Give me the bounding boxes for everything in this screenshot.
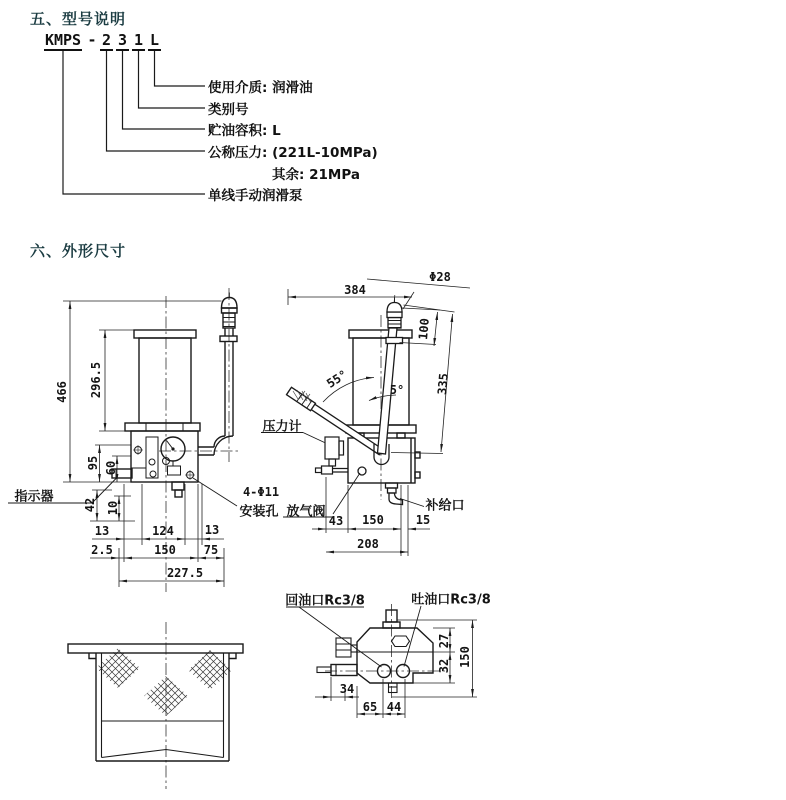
label-pressure-gauge: 压力计: [262, 419, 302, 435]
model-code-digit-3: 1: [133, 31, 144, 49]
model-code-digit-2: 3: [117, 31, 128, 49]
callout-pressure: 公称压力: (221L-10MPa): [208, 145, 378, 161]
reservoir-body: [139, 338, 191, 423]
dim-44: 44: [386, 700, 402, 714]
dim-296-5: 296.5: [89, 361, 103, 399]
model-code-prefix: KMPS: [44, 31, 82, 49]
label-return-port: 回油口Rc3/8: [285, 593, 365, 609]
model-code-dash: -: [87, 31, 97, 49]
pressure-gauge-part: [316, 437, 349, 474]
label-outlet-port: 吐油口Rc3/8: [411, 592, 491, 608]
dim-34: 34: [339, 682, 355, 696]
label-vent-valve: 放气阀: [286, 504, 326, 520]
section-title-dims: 六、外形尺寸: [30, 242, 127, 260]
dim-95: 95: [86, 455, 100, 471]
dim-32: 32: [437, 658, 451, 674]
callout-medium: 使用介质: 润滑油: [208, 80, 313, 96]
dim-208: 208: [357, 537, 379, 551]
dim-227-5: 227.5: [166, 566, 204, 580]
dim-150-front: 150: [154, 543, 176, 557]
model-connector-lines: [63, 49, 205, 194]
dim-43: 43: [328, 514, 344, 528]
callout-category: 类别号: [208, 102, 249, 118]
dim-10: 10: [106, 500, 120, 516]
handle-knob: [387, 303, 402, 313]
dim-2-5: 2.5: [91, 543, 113, 557]
return-port-leader: [286, 607, 382, 667]
model-code-digit-4: L: [149, 31, 160, 49]
reservoir-flange: [68, 644, 243, 653]
supply-leader: [400, 499, 424, 507]
dim-dia28: Φ28: [429, 270, 451, 284]
label-indicator: 指示器: [14, 489, 54, 505]
dim-15: 15: [415, 513, 431, 527]
dim-27: 27: [437, 633, 451, 649]
hatch-center: [144, 676, 188, 716]
model-code-digit-1: 2: [101, 31, 112, 49]
lever-grip: [287, 387, 316, 410]
dim-60: 60: [104, 460, 118, 476]
dim-124: 124: [152, 524, 174, 538]
dim-42: 42: [83, 497, 97, 513]
label-supply-port: 补给口: [425, 498, 465, 514]
reservoir-cap: [134, 330, 196, 338]
hatch-right: [188, 650, 232, 690]
dim-384: 384: [344, 283, 366, 297]
callout-volume: 贮油容积: L: [208, 123, 281, 139]
callout-pressure-other: 其余: 21MPa: [272, 167, 360, 183]
dim-100: 100: [416, 317, 432, 341]
label-mounting-holes-2: 安装孔: [239, 504, 279, 520]
dim-angle-55: 55°: [324, 367, 350, 391]
dim-65: 65: [362, 700, 378, 714]
dim-150-ports: 150: [458, 646, 472, 668]
dim-13-left: 13: [94, 524, 110, 538]
hatch-left: [96, 648, 140, 688]
dim-150-side: 150: [362, 513, 384, 527]
reservoir-section-drawing: [68, 622, 243, 789]
dim-466: 466: [55, 381, 69, 403]
callout-pump-name: 单线手动润滑泵: [208, 188, 303, 204]
section-title-model: 五、型号说明: [30, 10, 127, 28]
dim-75: 75: [203, 543, 219, 557]
dim-angle-5: 5°: [389, 383, 405, 397]
label-mounting-holes: 4-Φ11: [242, 485, 280, 499]
dim-335: 335: [435, 372, 451, 396]
dim-13-right: 13: [204, 523, 220, 537]
mounting-hole-leader: [193, 478, 237, 506]
